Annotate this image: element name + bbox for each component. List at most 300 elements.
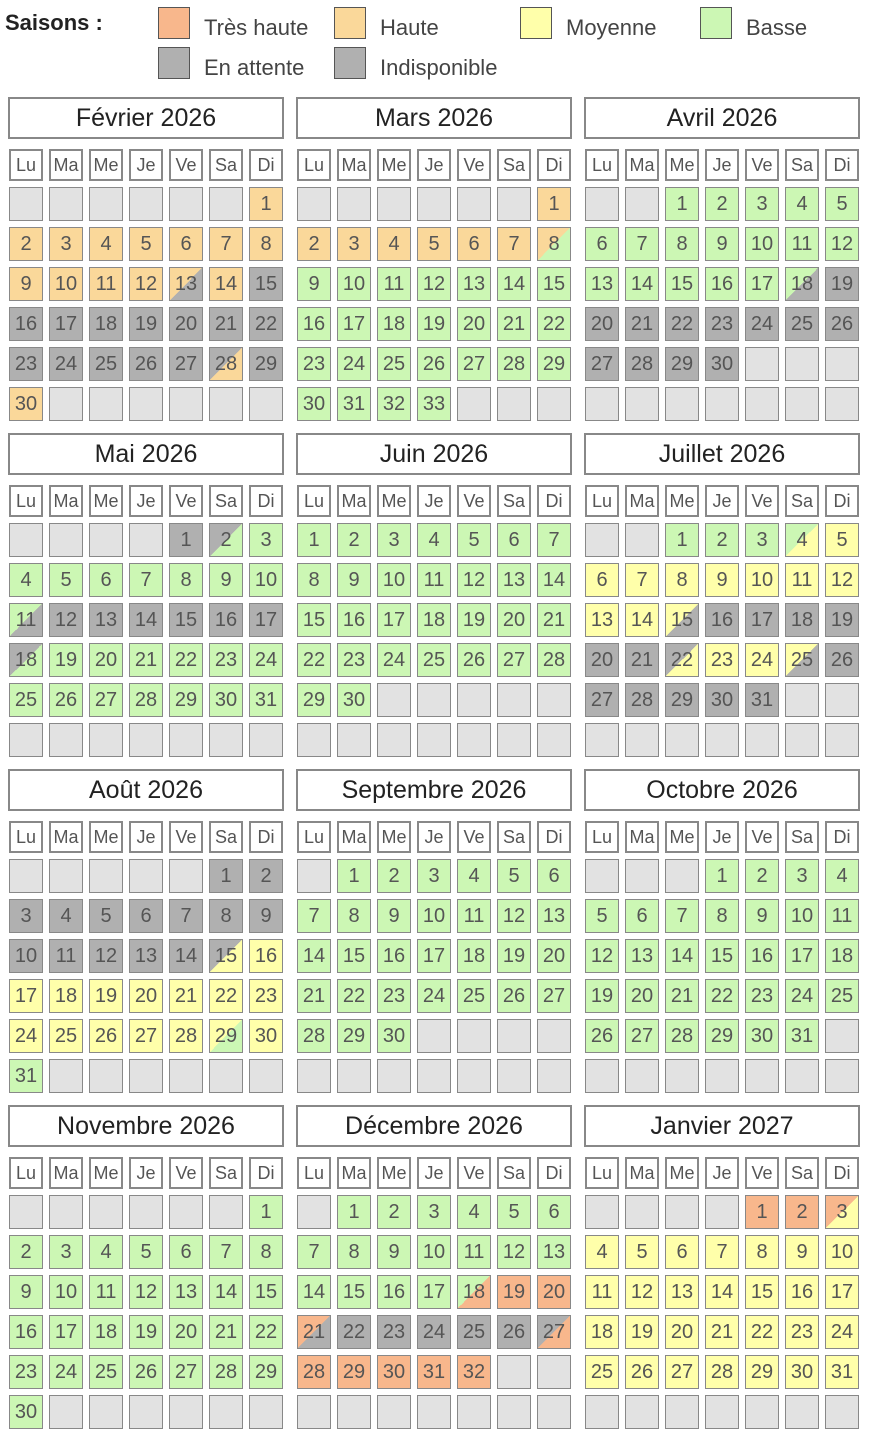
day-cell[interactable]: 26 [129, 1355, 163, 1389]
day-cell[interactable]: 32 [457, 1355, 491, 1389]
day-cell[interactable]: 26 [497, 979, 531, 1013]
day-cell[interactable]: 21 [169, 979, 203, 1013]
day-cell[interactable]: 2 [9, 227, 43, 261]
day-cell[interactable]: 19 [497, 1275, 531, 1309]
day-cell[interactable]: 29 [337, 1355, 371, 1389]
day-cell[interactable]: 5 [417, 227, 451, 261]
day-cell[interactable]: 29 [249, 1355, 283, 1389]
day-cell[interactable]: 24 [825, 1315, 859, 1349]
day-cell[interactable]: 28 [129, 683, 163, 717]
day-cell[interactable]: 4 [89, 1235, 123, 1269]
day-cell[interactable]: 25 [825, 979, 859, 1013]
day-cell[interactable]: 7 [209, 227, 243, 261]
day-cell[interactable]: 28 [537, 643, 571, 677]
day-cell[interactable]: 30 [377, 1019, 411, 1053]
day-cell[interactable]: 17 [9, 979, 43, 1013]
day-cell[interactable]: 6 [457, 227, 491, 261]
day-cell[interactable]: 11 [785, 563, 819, 597]
day-cell[interactable]: 28 [297, 1355, 331, 1389]
day-cell[interactable]: 24 [417, 1315, 451, 1349]
day-cell[interactable]: 25 [785, 643, 819, 677]
day-cell[interactable]: 23 [249, 979, 283, 1013]
day-cell[interactable]: 19 [497, 939, 531, 973]
day-cell[interactable]: 3 [825, 1195, 859, 1229]
day-cell[interactable]: 4 [457, 1195, 491, 1229]
day-cell[interactable]: 4 [585, 1235, 619, 1269]
day-cell[interactable]: 10 [249, 563, 283, 597]
day-cell[interactable]: 13 [497, 563, 531, 597]
day-cell[interactable]: 21 [209, 1315, 243, 1349]
day-cell[interactable]: 30 [337, 683, 371, 717]
day-cell[interactable]: 12 [825, 563, 859, 597]
day-cell[interactable]: 23 [377, 1315, 411, 1349]
day-cell[interactable]: 23 [9, 347, 43, 381]
day-cell[interactable]: 11 [9, 603, 43, 637]
day-cell[interactable]: 14 [209, 267, 243, 301]
day-cell[interactable]: 30 [297, 387, 331, 421]
day-cell[interactable]: 10 [9, 939, 43, 973]
day-cell[interactable]: 24 [49, 1355, 83, 1389]
day-cell[interactable]: 16 [785, 1275, 819, 1309]
day-cell[interactable]: 14 [705, 1275, 739, 1309]
day-cell[interactable]: 7 [209, 1235, 243, 1269]
day-cell[interactable]: 22 [665, 307, 699, 341]
day-cell[interactable]: 10 [745, 563, 779, 597]
day-cell[interactable]: 7 [665, 899, 699, 933]
day-cell[interactable]: 31 [249, 683, 283, 717]
day-cell[interactable]: 1 [297, 523, 331, 557]
day-cell[interactable]: 9 [9, 1275, 43, 1309]
day-cell[interactable]: 10 [785, 899, 819, 933]
day-cell[interactable]: 14 [297, 939, 331, 973]
day-cell[interactable]: 3 [745, 187, 779, 221]
day-cell[interactable]: 19 [417, 307, 451, 341]
day-cell[interactable]: 30 [705, 347, 739, 381]
day-cell[interactable]: 20 [665, 1315, 699, 1349]
day-cell[interactable]: 19 [129, 307, 163, 341]
day-cell[interactable]: 16 [297, 307, 331, 341]
day-cell[interactable]: 8 [297, 563, 331, 597]
day-cell[interactable]: 4 [785, 523, 819, 557]
day-cell[interactable]: 27 [537, 1315, 571, 1349]
day-cell[interactable]: 7 [497, 227, 531, 261]
day-cell[interactable]: 6 [625, 899, 659, 933]
day-cell[interactable]: 8 [337, 1235, 371, 1269]
day-cell[interactable]: 10 [417, 899, 451, 933]
day-cell[interactable]: 1 [249, 1195, 283, 1229]
day-cell[interactable]: 29 [705, 1019, 739, 1053]
day-cell[interactable]: 4 [417, 523, 451, 557]
day-cell[interactable]: 8 [337, 899, 371, 933]
day-cell[interactable]: 27 [585, 347, 619, 381]
day-cell[interactable]: 1 [745, 1195, 779, 1229]
day-cell[interactable]: 27 [585, 683, 619, 717]
day-cell[interactable]: 26 [825, 643, 859, 677]
day-cell[interactable]: 16 [337, 603, 371, 637]
day-cell[interactable]: 14 [169, 939, 203, 973]
day-cell[interactable]: 27 [665, 1355, 699, 1389]
day-cell[interactable]: 9 [377, 899, 411, 933]
day-cell[interactable]: 9 [377, 1235, 411, 1269]
day-cell[interactable]: 24 [785, 979, 819, 1013]
day-cell[interactable]: 30 [9, 387, 43, 421]
day-cell[interactable]: 3 [9, 899, 43, 933]
day-cell[interactable]: 22 [169, 643, 203, 677]
day-cell[interactable]: 24 [9, 1019, 43, 1053]
day-cell[interactable]: 27 [89, 683, 123, 717]
day-cell[interactable]: 5 [129, 1235, 163, 1269]
day-cell[interactable]: 6 [169, 227, 203, 261]
day-cell[interactable]: 3 [377, 523, 411, 557]
day-cell[interactable]: 25 [785, 307, 819, 341]
day-cell[interactable]: 29 [249, 347, 283, 381]
day-cell[interactable]: 24 [49, 347, 83, 381]
day-cell[interactable]: 14 [625, 267, 659, 301]
day-cell[interactable]: 15 [297, 603, 331, 637]
day-cell[interactable]: 22 [297, 643, 331, 677]
day-cell[interactable]: 28 [297, 1019, 331, 1053]
day-cell[interactable]: 30 [745, 1019, 779, 1053]
day-cell[interactable]: 26 [89, 1019, 123, 1053]
day-cell[interactable]: 18 [457, 939, 491, 973]
day-cell[interactable]: 25 [457, 979, 491, 1013]
day-cell[interactable]: 14 [537, 563, 571, 597]
day-cell[interactable]: 5 [49, 563, 83, 597]
day-cell[interactable]: 12 [497, 1235, 531, 1269]
day-cell[interactable]: 12 [89, 939, 123, 973]
day-cell[interactable]: 12 [129, 1275, 163, 1309]
day-cell[interactable]: 18 [377, 307, 411, 341]
day-cell[interactable]: 19 [825, 603, 859, 637]
day-cell[interactable]: 16 [9, 1315, 43, 1349]
day-cell[interactable]: 25 [89, 347, 123, 381]
day-cell[interactable]: 29 [665, 683, 699, 717]
day-cell[interactable]: 23 [705, 307, 739, 341]
day-cell[interactable]: 16 [745, 939, 779, 973]
day-cell[interactable]: 28 [705, 1355, 739, 1389]
day-cell[interactable]: 26 [585, 1019, 619, 1053]
day-cell[interactable]: 33 [417, 387, 451, 421]
day-cell[interactable]: 1 [665, 523, 699, 557]
day-cell[interactable]: 22 [337, 979, 371, 1013]
day-cell[interactable]: 14 [129, 603, 163, 637]
day-cell[interactable]: 10 [49, 267, 83, 301]
day-cell[interactable]: 26 [417, 347, 451, 381]
day-cell[interactable]: 6 [537, 1195, 571, 1229]
day-cell[interactable]: 13 [585, 603, 619, 637]
day-cell[interactable]: 22 [537, 307, 571, 341]
day-cell[interactable]: 29 [665, 347, 699, 381]
day-cell[interactable]: 6 [497, 523, 531, 557]
day-cell[interactable]: 13 [169, 1275, 203, 1309]
day-cell[interactable]: 21 [497, 307, 531, 341]
day-cell[interactable]: 11 [89, 267, 123, 301]
day-cell[interactable]: 26 [49, 683, 83, 717]
day-cell[interactable]: 3 [249, 523, 283, 557]
day-cell[interactable]: 27 [625, 1019, 659, 1053]
day-cell[interactable]: 28 [169, 1019, 203, 1053]
day-cell[interactable]: 17 [417, 939, 451, 973]
day-cell[interactable]: 31 [337, 387, 371, 421]
day-cell[interactable]: 15 [337, 939, 371, 973]
day-cell[interactable]: 23 [705, 643, 739, 677]
day-cell[interactable]: 9 [209, 563, 243, 597]
day-cell[interactable]: 12 [49, 603, 83, 637]
day-cell[interactable]: 26 [129, 347, 163, 381]
day-cell[interactable]: 13 [665, 1275, 699, 1309]
day-cell[interactable]: 7 [297, 899, 331, 933]
day-cell[interactable]: 15 [249, 267, 283, 301]
day-cell[interactable]: 28 [497, 347, 531, 381]
day-cell[interactable]: 20 [129, 979, 163, 1013]
day-cell[interactable]: 7 [297, 1235, 331, 1269]
day-cell[interactable]: 20 [585, 307, 619, 341]
day-cell[interactable]: 15 [537, 267, 571, 301]
day-cell[interactable]: 1 [249, 187, 283, 221]
day-cell[interactable]: 1 [705, 859, 739, 893]
day-cell[interactable]: 16 [705, 267, 739, 301]
day-cell[interactable]: 30 [705, 683, 739, 717]
day-cell[interactable]: 1 [537, 187, 571, 221]
day-cell[interactable]: 17 [825, 1275, 859, 1309]
day-cell[interactable]: 27 [457, 347, 491, 381]
day-cell[interactable]: 4 [89, 227, 123, 261]
day-cell[interactable]: 17 [417, 1275, 451, 1309]
day-cell[interactable]: 3 [49, 1235, 83, 1269]
day-cell[interactable]: 13 [537, 1235, 571, 1269]
day-cell[interactable]: 8 [745, 1235, 779, 1269]
day-cell[interactable]: 24 [417, 979, 451, 1013]
day-cell[interactable]: 2 [377, 859, 411, 893]
day-cell[interactable]: 29 [337, 1019, 371, 1053]
day-cell[interactable]: 2 [785, 1195, 819, 1229]
day-cell[interactable]: 23 [745, 979, 779, 1013]
day-cell[interactable]: 8 [537, 227, 571, 261]
day-cell[interactable]: 7 [625, 563, 659, 597]
day-cell[interactable]: 26 [625, 1355, 659, 1389]
day-cell[interactable]: 29 [745, 1355, 779, 1389]
day-cell[interactable]: 25 [89, 1355, 123, 1389]
day-cell[interactable]: 21 [625, 307, 659, 341]
day-cell[interactable]: 15 [665, 603, 699, 637]
day-cell[interactable]: 10 [745, 227, 779, 261]
day-cell[interactable]: 32 [377, 387, 411, 421]
day-cell[interactable]: 18 [417, 603, 451, 637]
day-cell[interactable]: 20 [537, 939, 571, 973]
day-cell[interactable]: 1 [665, 187, 699, 221]
day-cell[interactable]: 26 [497, 1315, 531, 1349]
day-cell[interactable]: 25 [377, 347, 411, 381]
day-cell[interactable]: 8 [665, 563, 699, 597]
day-cell[interactable]: 1 [169, 523, 203, 557]
day-cell[interactable]: 8 [209, 899, 243, 933]
day-cell[interactable]: 12 [825, 227, 859, 261]
day-cell[interactable]: 6 [585, 563, 619, 597]
day-cell[interactable]: 6 [585, 227, 619, 261]
day-cell[interactable]: 29 [537, 347, 571, 381]
day-cell[interactable]: 24 [745, 643, 779, 677]
day-cell[interactable]: 31 [745, 683, 779, 717]
day-cell[interactable]: 19 [457, 603, 491, 637]
day-cell[interactable]: 18 [49, 979, 83, 1013]
day-cell[interactable]: 30 [377, 1355, 411, 1389]
day-cell[interactable]: 2 [337, 523, 371, 557]
day-cell[interactable]: 3 [785, 859, 819, 893]
day-cell[interactable]: 12 [625, 1275, 659, 1309]
day-cell[interactable]: 30 [9, 1395, 43, 1429]
day-cell[interactable]: 2 [377, 1195, 411, 1229]
day-cell[interactable]: 21 [129, 643, 163, 677]
day-cell[interactable]: 9 [705, 563, 739, 597]
day-cell[interactable]: 11 [417, 563, 451, 597]
day-cell[interactable]: 16 [377, 939, 411, 973]
day-cell[interactable]: 4 [785, 187, 819, 221]
day-cell[interactable]: 31 [9, 1059, 43, 1093]
day-cell[interactable]: 29 [169, 683, 203, 717]
day-cell[interactable]: 31 [785, 1019, 819, 1053]
day-cell[interactable]: 16 [705, 603, 739, 637]
day-cell[interactable]: 10 [337, 267, 371, 301]
day-cell[interactable]: 18 [825, 939, 859, 973]
day-cell[interactable]: 6 [89, 563, 123, 597]
day-cell[interactable]: 17 [337, 307, 371, 341]
day-cell[interactable]: 8 [705, 899, 739, 933]
day-cell[interactable]: 18 [89, 307, 123, 341]
day-cell[interactable]: 30 [209, 683, 243, 717]
day-cell[interactable]: 6 [129, 899, 163, 933]
day-cell[interactable]: 26 [457, 643, 491, 677]
day-cell[interactable]: 28 [625, 347, 659, 381]
day-cell[interactable]: 11 [89, 1275, 123, 1309]
day-cell[interactable]: 22 [337, 1315, 371, 1349]
day-cell[interactable]: 18 [89, 1315, 123, 1349]
day-cell[interactable]: 11 [825, 899, 859, 933]
day-cell[interactable]: 24 [377, 643, 411, 677]
day-cell[interactable]: 17 [745, 603, 779, 637]
day-cell[interactable]: 12 [417, 267, 451, 301]
day-cell[interactable]: 20 [497, 603, 531, 637]
day-cell[interactable]: 4 [9, 563, 43, 597]
day-cell[interactable]: 13 [537, 899, 571, 933]
day-cell[interactable]: 23 [9, 1355, 43, 1389]
day-cell[interactable]: 28 [665, 1019, 699, 1053]
day-cell[interactable]: 19 [89, 979, 123, 1013]
day-cell[interactable]: 6 [537, 859, 571, 893]
day-cell[interactable]: 22 [665, 643, 699, 677]
day-cell[interactable]: 25 [49, 1019, 83, 1053]
day-cell[interactable]: 11 [49, 939, 83, 973]
day-cell[interactable]: 3 [417, 859, 451, 893]
day-cell[interactable]: 13 [129, 939, 163, 973]
day-cell[interactable]: 20 [625, 979, 659, 1013]
day-cell[interactable]: 30 [249, 1019, 283, 1053]
day-cell[interactable]: 16 [9, 307, 43, 341]
day-cell[interactable]: 9 [249, 899, 283, 933]
day-cell[interactable]: 2 [249, 859, 283, 893]
day-cell[interactable]: 21 [297, 979, 331, 1013]
day-cell[interactable]: 17 [377, 603, 411, 637]
day-cell[interactable]: 8 [249, 1235, 283, 1269]
day-cell[interactable]: 16 [249, 939, 283, 973]
day-cell[interactable]: 8 [169, 563, 203, 597]
day-cell[interactable]: 25 [417, 643, 451, 677]
day-cell[interactable]: 2 [745, 859, 779, 893]
day-cell[interactable]: 15 [745, 1275, 779, 1309]
day-cell[interactable]: 11 [457, 1235, 491, 1269]
day-cell[interactable]: 15 [665, 267, 699, 301]
day-cell[interactable]: 1 [209, 859, 243, 893]
day-cell[interactable]: 27 [129, 1019, 163, 1053]
day-cell[interactable]: 29 [209, 1019, 243, 1053]
day-cell[interactable]: 23 [337, 643, 371, 677]
day-cell[interactable]: 27 [169, 1355, 203, 1389]
day-cell[interactable]: 15 [705, 939, 739, 973]
day-cell[interactable]: 24 [337, 347, 371, 381]
day-cell[interactable]: 12 [497, 899, 531, 933]
day-cell[interactable]: 9 [705, 227, 739, 261]
day-cell[interactable]: 25 [9, 683, 43, 717]
day-cell[interactable]: 4 [825, 859, 859, 893]
day-cell[interactable]: 13 [585, 267, 619, 301]
day-cell[interactable]: 15 [169, 603, 203, 637]
day-cell[interactable]: 11 [785, 227, 819, 261]
day-cell[interactable]: 5 [457, 523, 491, 557]
day-cell[interactable]: 25 [457, 1315, 491, 1349]
day-cell[interactable]: 13 [457, 267, 491, 301]
day-cell[interactable]: 18 [585, 1315, 619, 1349]
day-cell[interactable]: 12 [585, 939, 619, 973]
day-cell[interactable]: 5 [497, 1195, 531, 1229]
day-cell[interactable]: 17 [49, 307, 83, 341]
day-cell[interactable]: 16 [209, 603, 243, 637]
day-cell[interactable]: 3 [417, 1195, 451, 1229]
day-cell[interactable]: 18 [9, 643, 43, 677]
day-cell[interactable]: 26 [825, 307, 859, 341]
day-cell[interactable]: 5 [129, 227, 163, 261]
day-cell[interactable]: 20 [537, 1275, 571, 1309]
day-cell[interactable]: 4 [49, 899, 83, 933]
day-cell[interactable]: 10 [377, 563, 411, 597]
day-cell[interactable]: 5 [89, 899, 123, 933]
day-cell[interactable]: 18 [457, 1275, 491, 1309]
day-cell[interactable]: 5 [585, 899, 619, 933]
day-cell[interactable]: 5 [497, 859, 531, 893]
day-cell[interactable]: 13 [169, 267, 203, 301]
day-cell[interactable]: 10 [49, 1275, 83, 1309]
day-cell[interactable]: 21 [665, 979, 699, 1013]
day-cell[interactable]: 9 [297, 267, 331, 301]
day-cell[interactable]: 12 [129, 267, 163, 301]
day-cell[interactable]: 21 [297, 1315, 331, 1349]
day-cell[interactable]: 9 [785, 1235, 819, 1269]
day-cell[interactable]: 7 [705, 1235, 739, 1269]
day-cell[interactable]: 17 [49, 1315, 83, 1349]
day-cell[interactable]: 2 [705, 187, 739, 221]
day-cell[interactable]: 11 [457, 899, 491, 933]
day-cell[interactable]: 29 [297, 683, 331, 717]
day-cell[interactable]: 17 [249, 603, 283, 637]
day-cell[interactable]: 23 [377, 979, 411, 1013]
day-cell[interactable]: 14 [297, 1275, 331, 1309]
day-cell[interactable]: 2 [297, 227, 331, 261]
day-cell[interactable]: 5 [625, 1235, 659, 1269]
day-cell[interactable]: 14 [665, 939, 699, 973]
day-cell[interactable]: 9 [9, 267, 43, 301]
day-cell[interactable]: 27 [497, 643, 531, 677]
day-cell[interactable]: 3 [49, 227, 83, 261]
day-cell[interactable]: 5 [825, 523, 859, 557]
day-cell[interactable]: 13 [89, 603, 123, 637]
